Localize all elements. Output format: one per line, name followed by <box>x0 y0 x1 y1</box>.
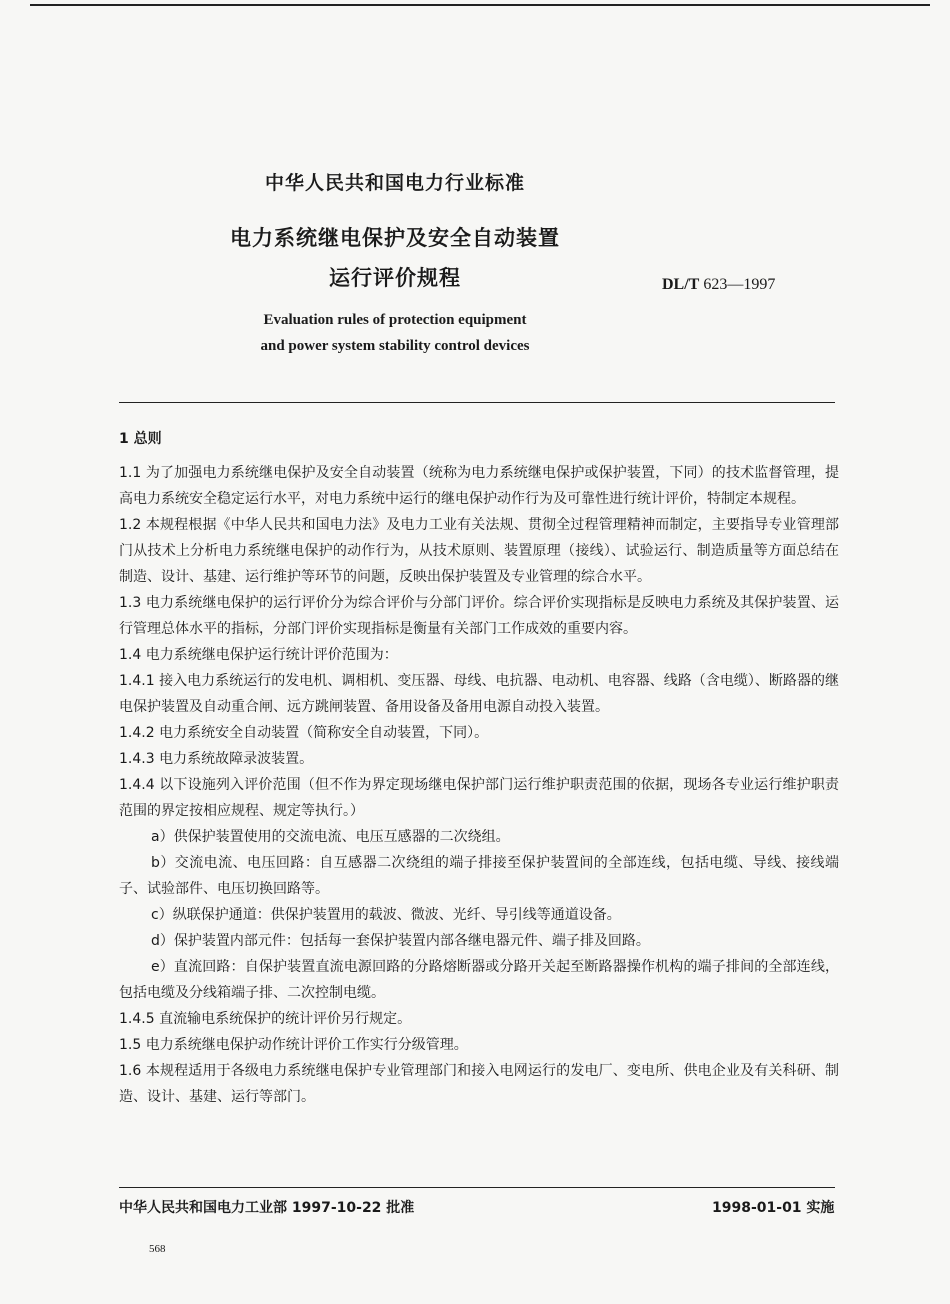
list-item-b: b）交流电流、电压回路：自互感器二次绕组的端子排接至保护装置间的全部连线，包括电缆、导线、接线端子、试验部件、电压切换回路等。 <box>119 855 839 897</box>
paragraph-1-3: 1.3 电力系统继电保护的运行评价分为综合评价与分部门评价。综合评价实现指标是反映电力系统及其保护装置、运行管理总体水平的指标，分部门评价实现指标是衡量有关部门工作成效的重要内容。 <box>119 595 839 637</box>
standard-code: 623—1997 <box>703 276 776 293</box>
english-title-line1: Evaluation rules of protection equipment <box>263 312 527 328</box>
standard-number <box>662 276 775 294</box>
top-border-line <box>30 4 930 6</box>
effective-date: 1998-01-01 实施 <box>712 1200 835 1216</box>
paragraph-1-5: 1.5 电力系统继电保护动作统计评价工作实行分级管理。 <box>119 1037 468 1053</box>
document-body <box>119 460 839 1110</box>
standard-prefix: DL/T <box>662 276 700 293</box>
document-title-line1: 电力系统继电保护及安全自动装置 <box>230 226 560 250</box>
list-item-c: c）纵联保护通道：供保护装置用的载波、微波、光纤、导引线等通道设备。 <box>151 907 621 923</box>
english-title-line2: and power system stability control devices <box>260 338 530 354</box>
document-title-line2: 运行评价规程 <box>329 266 461 290</box>
list-item-a: a）供保护装置使用的交流电流、电压互感器的二次绕组。 <box>151 829 510 845</box>
paragraph-1-4-2: 1.4.2 电力系统安全自动装置（简称安全自动装置，下同）。 <box>119 725 489 741</box>
section-heading: 1 总则 <box>119 431 162 447</box>
paragraph-1-2: 1.2 本规程根据《中华人民共和国电力法》及电力工业有关法规、贯彻全过程管理精神而制定，主要指导专业管理部门从技术上分析电力系统继电保护的动作行为，从技术原则、装置原理（接线）、试验运行、制造质量等方面总结在制造、设计、基建、运行维护等环节的问题，反映出保护装置及专业管理的综合水平。 <box>119 517 839 585</box>
list-item-e: e）直流回路：自保护装置直流电源回路的分路熔断器或分路开关起至断路器操作机构的端子排间的全部连线，包括电缆及分线箱端子排、二次控制电缆。 <box>119 959 839 1001</box>
paragraph-1-4-3: 1.4.3 电力系统故障录波装置。 <box>119 751 314 767</box>
page-number: 568 <box>149 1243 166 1255</box>
paragraph-1-4-5: 1.4.5 直流输电系统保护的统计评价另行规定。 <box>119 1011 412 1027</box>
list-item-d: d）保护装置内部元件：包括每一套保护装置内部各继电器元件、端子排及回路。 <box>151 933 650 949</box>
paragraph-1-4-1: 1.4.1 接入电力系统运行的发电机、调相机、变压器、母线、电抗器、电动机、电容器、线路（含电缆）、断路器的继电保护装置及自动重合闸、远方跳闸装置、备用设备及备用电源自动投入装置。 <box>119 673 839 715</box>
ministry-standard-heading: 中华人民共和国电力行业标准 <box>264 172 525 194</box>
paragraph-1-4: 1.4 电力系统继电保护运行统计评价范围为： <box>119 647 398 663</box>
header-divider <box>119 402 835 403</box>
footer-divider <box>119 1187 835 1188</box>
paragraph-1-1: 1.1 为了加强电力系统继电保护及安全自动装置（统称为电力系统继电保护或保护装置，下同）的技术监督管理，提高电力系统安全稳定运行水平，对电力系统中运行的继电保护动作行为及可靠性进行统计评价，特制定本规程。 <box>119 465 839 507</box>
approval-note: 中华人民共和国电力工业部 1997-10-22 批准 <box>119 1200 415 1216</box>
paragraph-1-6: 1.6 本规程适用于各级电力系统继电保护专业管理部门和接入电网运行的发电厂、变电所、供电企业及有关科研、制造、设计、基建、运行等部门。 <box>119 1063 839 1105</box>
paragraph-1-4-4: 1.4.4 以下设施列入评价范围（但不作为界定现场继电保护部门运行维护职责范围的依据，现场各专业运行维护职责范围的界定按相应规程、规定等执行。） <box>119 777 839 819</box>
